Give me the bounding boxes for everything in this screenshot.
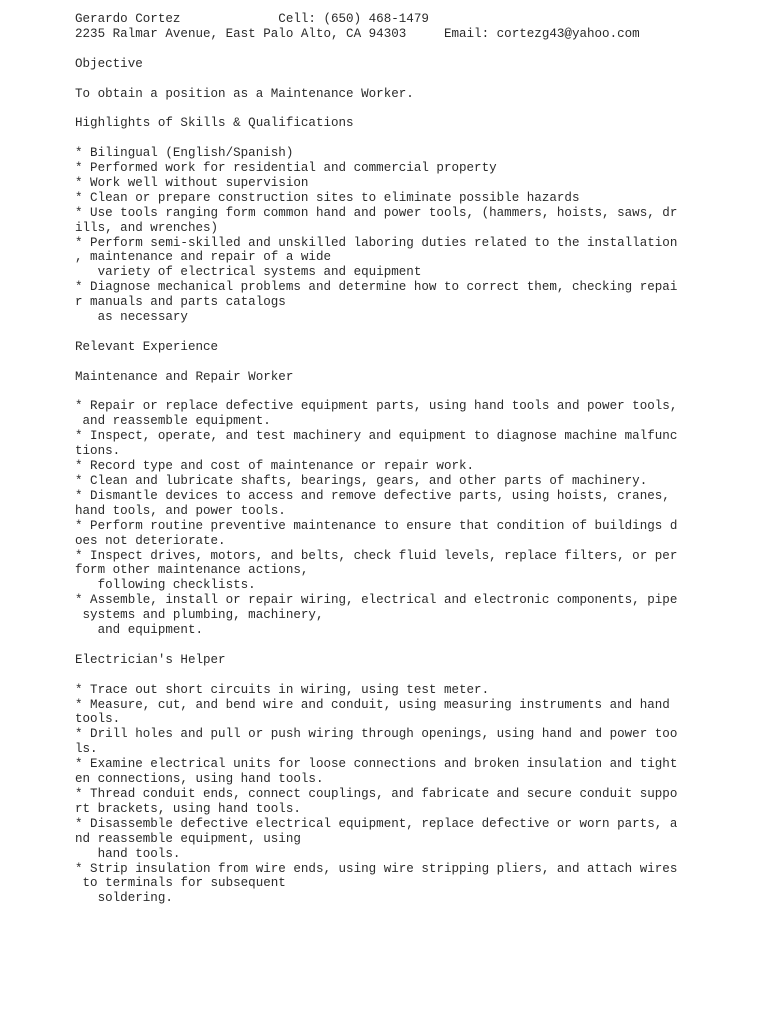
job-duty-line: * Examine electrical units for loose connections and broken insulation and tight: [75, 757, 678, 772]
blank-line: [75, 42, 685, 57]
highlights-line: * Work well without supervision: [75, 175, 309, 190]
blank-line: [75, 355, 685, 370]
blank-line: [75, 668, 685, 683]
job-duty-line: and equipment.: [75, 623, 203, 638]
highlights-heading: Highlights of Skills & Qualifications: [75, 116, 354, 131]
job-duty-line: * Repair or replace defective equipment parts, using hand tools and power tools,: [75, 399, 678, 414]
job-duty-line: to terminals for subsequent: [75, 876, 286, 891]
job-duties-list: [75, 683, 685, 907]
job-duty-line: * Trace out short circuits in wiring, using test meter.: [75, 682, 490, 697]
job-duty-line: hand tools, and power tools.: [75, 503, 286, 518]
job-duty-line: nd reassemble equipment, using: [75, 831, 301, 846]
job-duty-line: soldering.: [75, 891, 173, 906]
job-duty-line: rt brackets, using hand tools.: [75, 801, 301, 816]
job-duty-line: ls.: [75, 742, 98, 757]
blank-line: [75, 385, 685, 400]
highlights-line: * Perform semi-skilled and unskilled laboring duties related to the installation: [75, 235, 678, 250]
blank-line: [75, 325, 685, 340]
job-title: Electrician's Helper: [75, 652, 226, 667]
objective-heading: Objective: [75, 56, 143, 71]
blank-line: [75, 101, 685, 116]
job-duty-line: * Clean and lubricate shafts, bearings, gears, and other parts of machinery.: [75, 473, 648, 488]
job-duty-line: form other maintenance actions,: [75, 563, 309, 578]
job-duty-line: * Measure, cut, and bend wire and conduit, using measuring instruments and hand: [75, 697, 670, 712]
job-duty-line: systems and plumbing, machinery,: [75, 608, 324, 623]
highlights-line: * Performed work for residential and commercial property: [75, 161, 497, 175]
job-duty-line: hand tools.: [75, 846, 181, 861]
job-duty-line: * Strip insulation from wire ends, using wire stripping pliers, and attach wires: [75, 861, 678, 876]
job-duty-line: en connections, using hand tools.: [75, 772, 324, 787]
job-duty-line: following checklists.: [75, 578, 256, 593]
job-duty-line: * Assemble, install or repair wiring, electrical and electronic components, pipe: [75, 593, 678, 608]
job-duties-list: [75, 399, 685, 638]
blank-line: [75, 72, 685, 87]
highlights-line: ills, and wrenches): [75, 220, 219, 235]
job-duty-line: * Thread conduit ends, connect couplings, and fabricate and secure conduit suppo: [75, 786, 678, 801]
contact-line-address-email: 2235 Ralmar Avenue, East Palo Alto, CA 94303 Email: cortezg43@yahoo.com: [75, 26, 640, 41]
highlights-line: variety of electrical systems and equipment: [75, 265, 422, 280]
highlights-line: * Diagnose mechanical problems and determine how to correct them, checking repai: [75, 280, 678, 295]
job-duty-line: and reassemble equipment.: [75, 414, 271, 429]
blank-line: [75, 638, 685, 653]
job-duty-line: tools.: [75, 712, 121, 727]
job-duty-line: * Perform routine preventive maintenance to ensure that condition of buildings d: [75, 518, 678, 533]
experience-heading: Relevant Experience: [75, 339, 219, 354]
highlights-list: [75, 146, 685, 325]
resume-document: [75, 12, 685, 906]
highlights-line: * Bilingual (English/Spanish): [75, 146, 294, 161]
job-duty-line: oes not deteriorate.: [75, 533, 226, 548]
job-duty-line: * Disassemble defective electrical equipment, replace defective or worn parts, a: [75, 816, 678, 831]
objective-text: To obtain a position as a Maintenance Worker.: [75, 86, 414, 101]
job-duty-line: * Dismantle devices to access and remove defective parts, using hoists, cranes,: [75, 488, 670, 503]
blank-line: [75, 131, 685, 146]
highlights-line: , maintenance and repair of a wide: [75, 250, 331, 265]
job-title: Maintenance and Repair Worker: [75, 369, 294, 384]
highlights-line: * Use tools ranging form common hand and power tools, (hammers, hoists, saws, dr: [75, 205, 678, 220]
job-duty-line: * Inspect drives, motors, and belts, check fluid levels, replace filters, or per: [75, 548, 678, 563]
highlights-line: r manuals and parts catalogs: [75, 295, 286, 310]
contact-line-name-phone: Gerardo Cortez Cell: (650) 468-1479: [75, 12, 429, 26]
job-duty-line: tions.: [75, 444, 121, 459]
job-duty-line: * Inspect, operate, and test machinery and equipment to diagnose machine malfunc: [75, 429, 678, 444]
job-duty-line: * Record type and cost of maintenance or repair work.: [75, 459, 475, 474]
highlights-line: as necessary: [75, 310, 188, 325]
job-duty-line: * Drill holes and pull or push wiring through openings, using hand and power too: [75, 727, 678, 742]
highlights-line: * Clean or prepare construction sites to eliminate possible hazards: [75, 190, 580, 205]
